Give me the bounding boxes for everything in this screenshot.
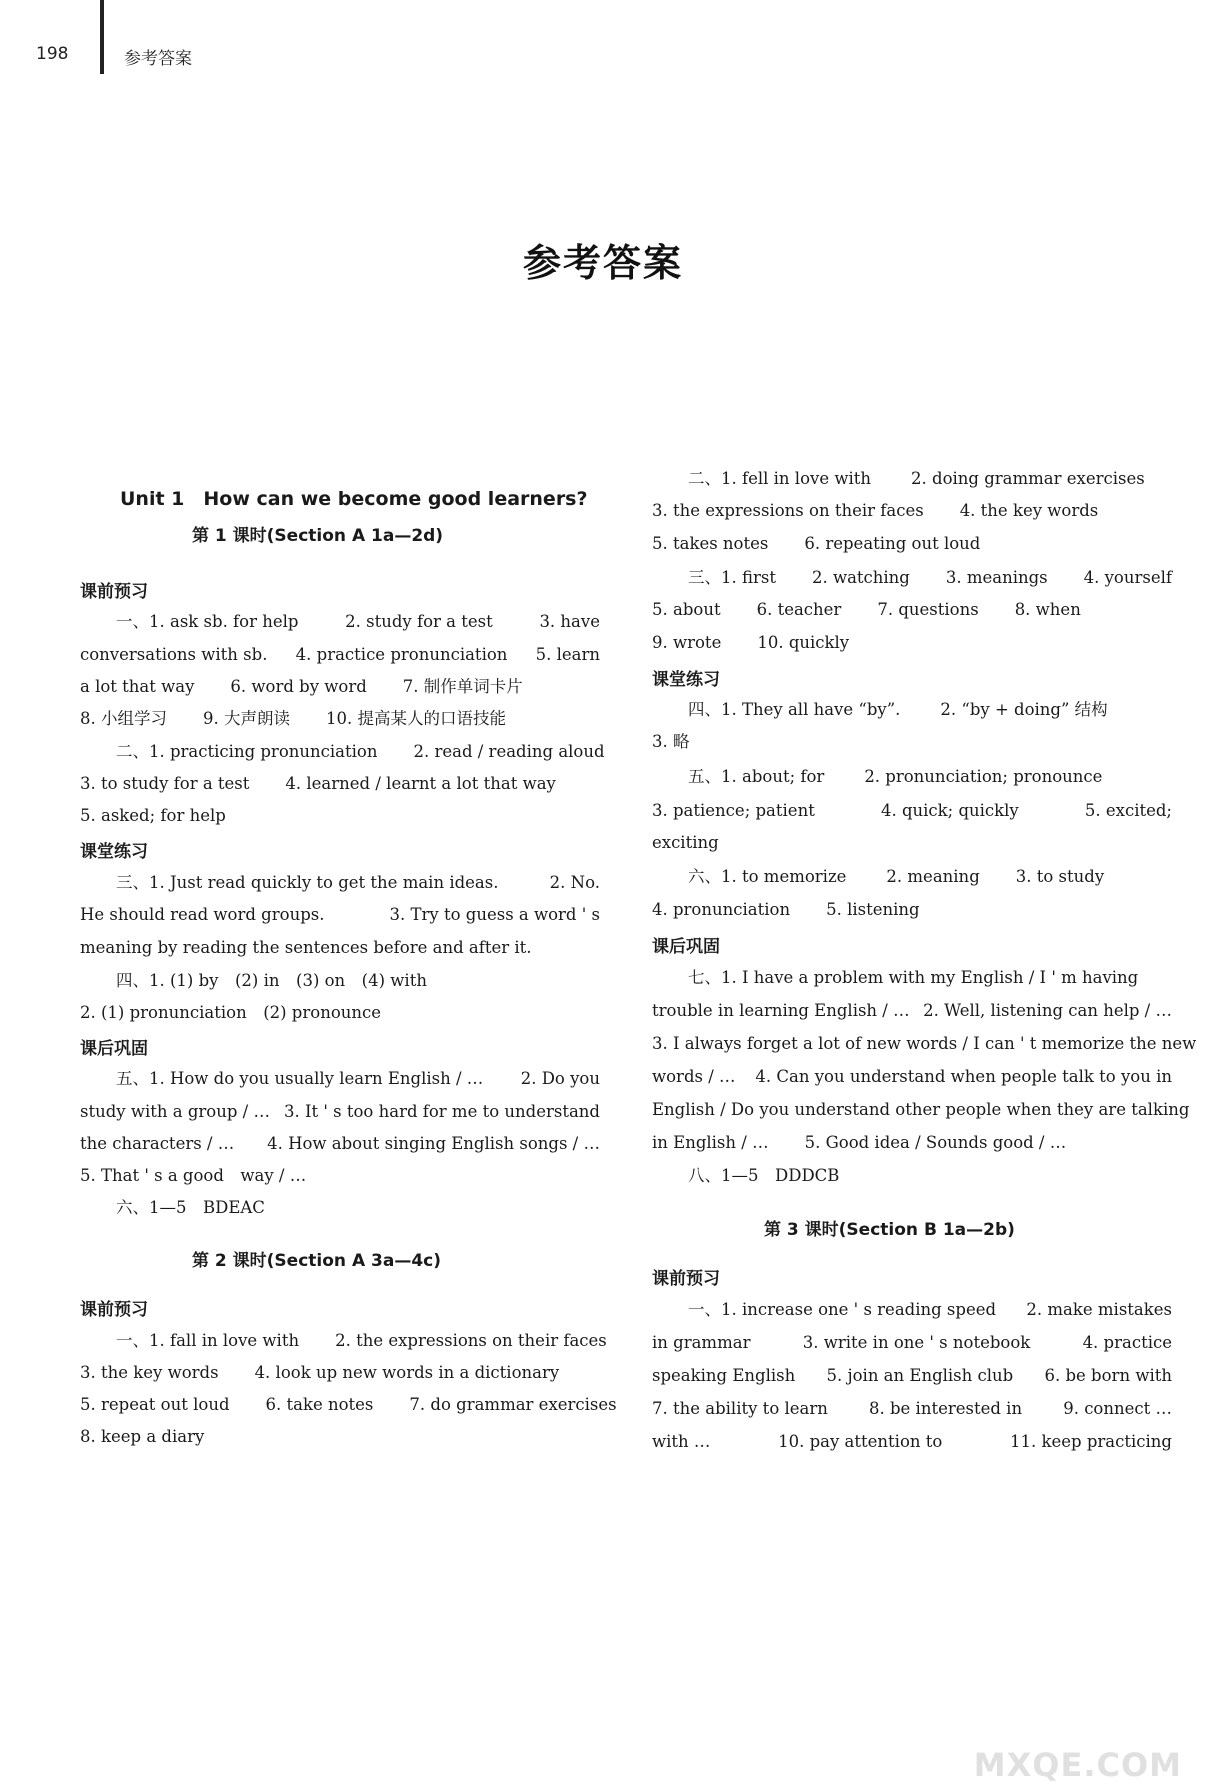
header-divider — [100, 0, 104, 74]
answer-line: 一、1. ask sb. for help 2. study for a test 3. have — [116, 612, 600, 631]
answer-line: 二、1. practicing pronunciation 2. read / reading aloud — [116, 742, 605, 761]
answer-line: 二、1. fell in love with 2. doing grammar exercises — [688, 469, 1145, 488]
section-heading: 课前预习 — [652, 1269, 720, 1289]
answer-line: study with a group / … 3. It ' s too hard for me to understand — [80, 1102, 600, 1121]
answer-line: 六、1. to memorize 2. meaning 3. to study — [688, 867, 1105, 886]
answer-line: 7. the ability to learn 8. be interested in 9. connect … — [652, 1399, 1172, 1418]
page-title: 参考答案 — [522, 241, 683, 285]
answer-line: 八、1—5 DDDCB — [688, 1166, 840, 1185]
answer-line: 5. about 6. teacher 7. questions 8. when — [652, 600, 1081, 619]
answer-line: 一、1. fall in love with 2. the expressions on their faces — [116, 1331, 607, 1350]
answer-line: 四、1. (1) by (2) in (3) on (4) with — [116, 971, 427, 990]
answer-line: the characters / … 4. How about singing English songs / … — [80, 1134, 600, 1153]
answer-line: conversations with sb. 4. practice pronunciation 5. learn — [80, 645, 600, 664]
answer-line: 3. the expressions on their faces 4. the key words — [652, 501, 1099, 520]
answer-line: with … 10. pay attention to 11. keep practicing — [652, 1432, 1172, 1451]
watermark: MXQE.COM — [973, 1746, 1182, 1784]
section-heading: 课前预习 — [80, 1300, 148, 1320]
answer-line: 3. 略 — [652, 732, 690, 751]
section-heading: 课后巩固 — [80, 1039, 148, 1059]
lesson-3-title: 第 3 课时(Section B 1a—2b) — [764, 1220, 1015, 1240]
answer-line: in English / … 5. Good idea / Sounds good / … — [652, 1133, 1067, 1152]
answer-line: English / Do you understand other people when they are talking — [652, 1100, 1190, 1119]
answer-line: 四、1. They all have “by”. 2. “by + doing” 结构 — [688, 700, 1108, 719]
answer-line: 9. wrote 10. quickly — [652, 633, 850, 652]
answer-line: 三、1. first 2. watching 3. meanings 4. yourself — [688, 568, 1172, 587]
answer-line: 七、1. I have a problem with my English / I ' m having — [688, 968, 1139, 987]
section-heading: 课后巩固 — [652, 937, 720, 957]
answer-line: 4. pronunciation 5. listening — [652, 900, 920, 919]
answer-line: 五、1. How do you usually learn English / … 2. Do you — [116, 1069, 600, 1088]
answer-line: 3. patience; patient 4. quick; quickly 5. excited; — [652, 801, 1172, 820]
header-title: 参考答案 — [124, 49, 192, 69]
lesson-2-title: 第 2 课时(Section A 3a—4c) — [192, 1251, 441, 1271]
answer-line: 2. (1) pronunciation (2) pronounce — [80, 1003, 382, 1022]
answer-line: 3. the key words 4. look up new words in a dictionary — [80, 1363, 560, 1382]
answer-line: 5. repeat out loud 6. take notes 7. do grammar exercises — [80, 1395, 617, 1414]
answer-line: 六、1—5 BDEAC — [116, 1198, 265, 1217]
answer-line: He should read word groups. 3. Try to guess a word ' s — [80, 905, 600, 924]
answer-line: 5. takes notes 6. repeating out loud — [652, 534, 981, 553]
answer-line: 3. to study for a test 4. learned / learnt a lot that way — [80, 774, 556, 793]
answer-line: 5. That ' s a good way / … — [80, 1166, 307, 1185]
answer-line: trouble in learning English / … 2. Well, listening can help / … — [652, 1001, 1172, 1020]
answer-line: 8. keep a diary — [80, 1427, 205, 1446]
answer-line: 三、1. Just read quickly to get the main ideas. 2. No. — [116, 873, 600, 892]
answer-line: words / … 4. Can you understand when people talk to you in — [652, 1067, 1172, 1086]
answer-line: 一、1. increase one ' s reading speed 2. make mistakes — [688, 1300, 1172, 1319]
answer-line: in grammar 3. write in one ' s notebook 4. practice — [652, 1333, 1172, 1352]
answer-line: 五、1. about; for 2. pronunciation; pronounce — [688, 767, 1103, 786]
page-number: 198 — [36, 44, 69, 64]
section-heading: 课堂练习 — [652, 670, 720, 690]
answer-line: speaking English 5. join an English club 6. be born with — [652, 1366, 1172, 1385]
answer-line: meaning by reading the sentences before and after it. — [80, 938, 532, 957]
answer-line: exciting — [652, 833, 719, 852]
lesson-1-title: 第 1 课时(Section A 1a—2d) — [192, 526, 444, 546]
answer-line: a lot that way 6. word by word 7. 制作单词卡片 — [80, 677, 523, 696]
answer-line: 3. I always forget a lot of new words / I can ' t memorize the new — [652, 1034, 1197, 1053]
section-heading: 课前预习 — [80, 582, 148, 602]
unit-title: Unit 1 How can we become good learners? — [120, 488, 588, 510]
section-heading: 课堂练习 — [80, 842, 148, 862]
answer-line: 5. asked; for help — [80, 806, 226, 825]
answer-line: 8. 小组学习 9. 大声朗读 10. 提高某人的口语技能 — [80, 709, 506, 728]
